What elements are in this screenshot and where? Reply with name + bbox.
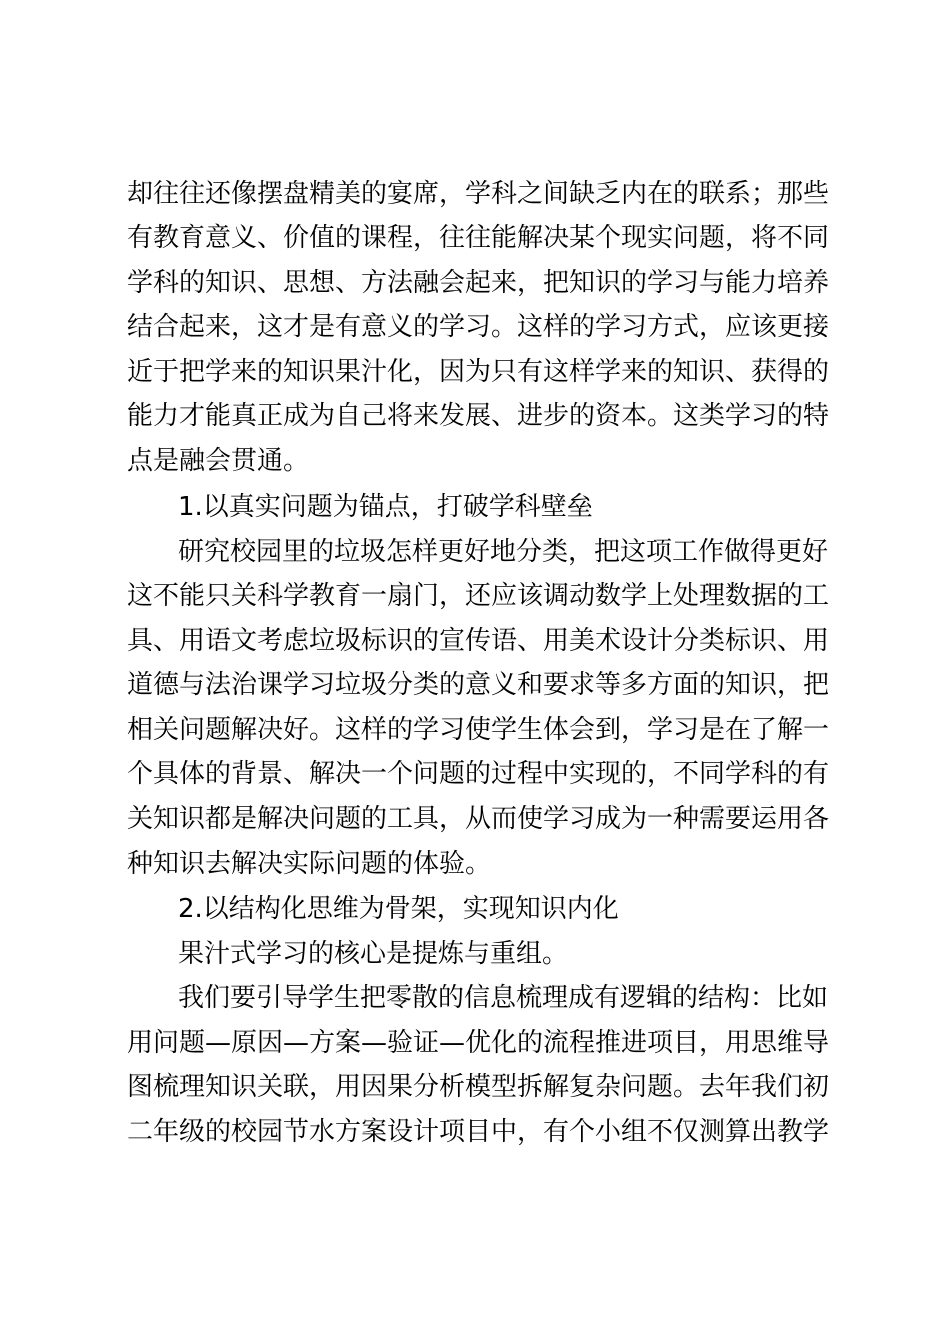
body-text-line: 点是融会贯通。 bbox=[127, 446, 310, 476]
body-text-line: 用问题—原因—方案—验证—优化的流程推进项目，用思维导 bbox=[127, 1028, 830, 1058]
section-heading: 2.以结构化思维为骨架，实现知识内化 bbox=[178, 894, 619, 924]
body-text-line: 近于把学来的知识果汁化，因为只有这样学来的知识、获得的 bbox=[127, 357, 830, 387]
body-text-line: 学科的知识、思想、方法融会起来，把知识的学习与能力培养 bbox=[127, 268, 830, 298]
body-text-line: 图梳理知识关联，用因果分析模型拆解复杂问题。去年我们初 bbox=[127, 1072, 830, 1102]
body-text-line: 具、用语文考虑垃圾标识的宣传语、用美术设计分类标识、用 bbox=[127, 626, 830, 656]
body-text-line: 这不能只关科学教育一扇门，还应该调动数学上处理数据的工 bbox=[127, 581, 830, 611]
body-text-line: 个具体的背景、解决一个问题的过程中实现的，不同学科的有 bbox=[127, 759, 830, 789]
body-text-line: 果汁式学习的核心是提炼与重组。 bbox=[178, 939, 569, 969]
body-text-line: 关知识都是解决问题的工具，从而使学习成为一种需要运用各 bbox=[127, 804, 830, 834]
body-text-line: 能力才能真正成为自己将来发展、进步的资本。这类学习的特 bbox=[127, 401, 830, 431]
section-heading: 1.以真实问题为锚点，打破学科壁垒 bbox=[178, 492, 593, 522]
body-text-line: 结合起来，这才是有意义的学习。这样的学习方式，应该更接 bbox=[127, 312, 830, 342]
body-text-line: 相关问题解决好。这样的学习使学生体会到，学习是在了解一 bbox=[127, 715, 830, 745]
body-text-line: 却往往还像摆盘精美的宴席，学科之间缺乏内在的联系；那些 bbox=[127, 179, 830, 209]
body-text-line: 二年级的校园节水方案设计项目中，有个小组不仅测算出教学 bbox=[127, 1117, 830, 1147]
body-text-line: 有教育意义、价值的课程，往往能解决某个现实问题，将不同 bbox=[127, 223, 830, 253]
body-text-line: 研究校园里的垃圾怎样更好地分类，把这项工作做得更好 bbox=[178, 537, 829, 567]
body-text-line: 我们要引导学生把零散的信息梳理成有逻辑的结构：比如 bbox=[178, 983, 829, 1013]
body-text-line: 种知识去解决实际问题的体验。 bbox=[127, 849, 492, 879]
body-text-line: 道德与法治课学习垃圾分类的意义和要求等多方面的知识，把 bbox=[127, 670, 830, 700]
